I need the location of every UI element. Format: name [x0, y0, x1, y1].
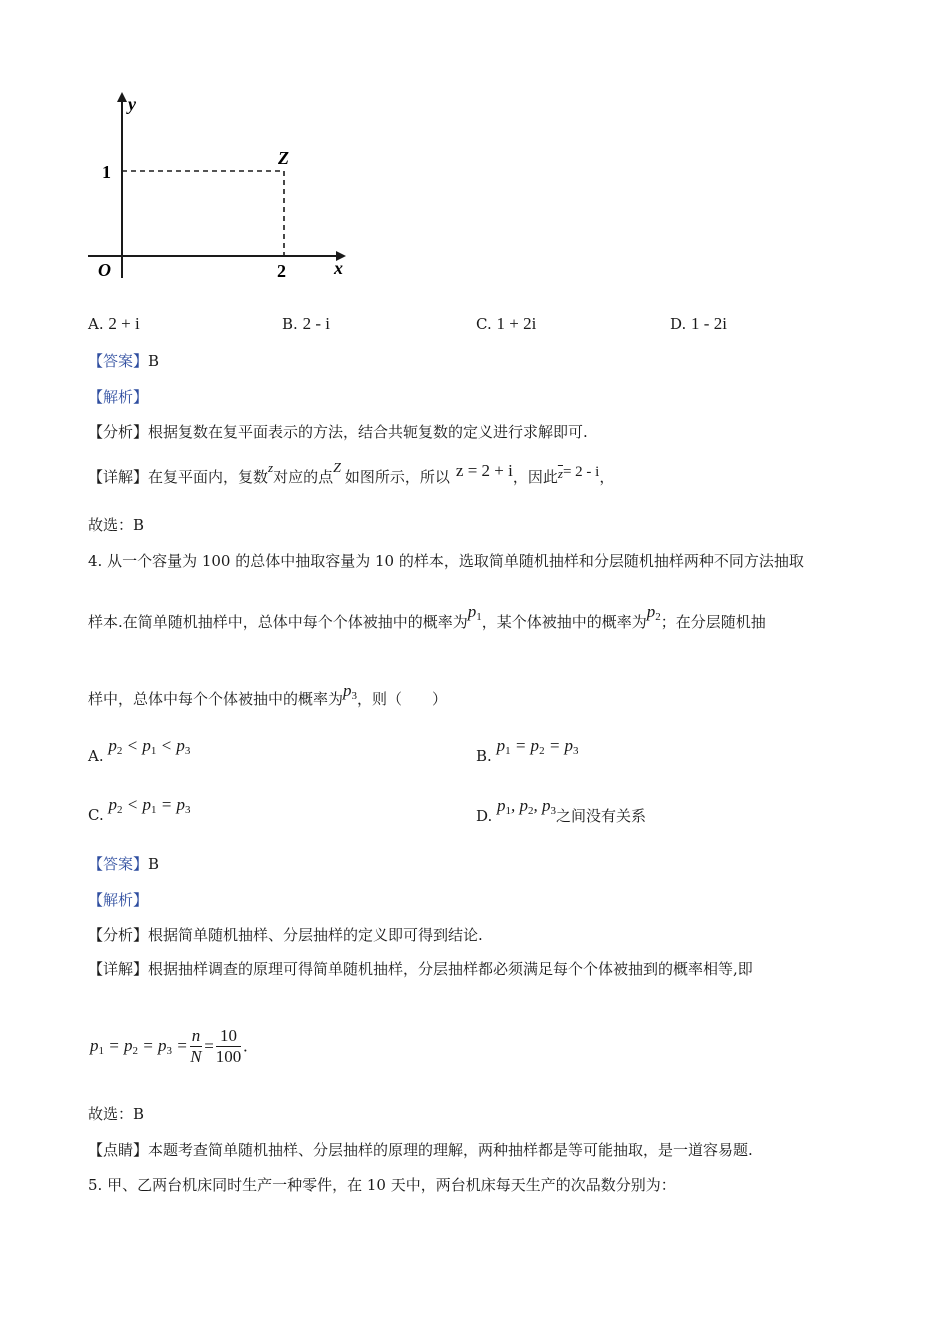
- option-value: 1 + 2i: [496, 314, 537, 333]
- p3-symbol: $p_3$: [343, 681, 358, 702]
- option-label: C.: [88, 806, 104, 824]
- option-formula: $p_2 < p_1 < p_3$: [108, 736, 191, 757]
- fenxi-text: 根据复数在复平面表示的方法，结合共轭复数的定义进行求解即可.: [148, 423, 588, 441]
- q3-detail: [88, 460, 615, 487]
- q3-answer: [88, 350, 159, 371]
- q4-option-d: [476, 795, 647, 825]
- q4-formula: [90, 1026, 248, 1067]
- var-Z: Z: [333, 461, 341, 476]
- var-z-bar: $\overline{z}$: [557, 466, 563, 481]
- detail-text: 在复平面内，复数: [148, 468, 269, 486]
- answer-tag: 【答案】: [88, 352, 149, 370]
- detail-tag: 【详解】: [88, 468, 149, 486]
- q5-line1: 5. 甲、乙两台机床同时生产一种零件，在 10 天中，两台机床每天生产的次品数分别为：: [88, 1176, 676, 1194]
- complex-plane-figure: [80, 86, 370, 286]
- numerator: n: [191, 1026, 201, 1045]
- period: .: [243, 1036, 248, 1056]
- detail-text: 根据抽样调查的原理可得简单随机抽样，分层抽样都必须满足每个个体被抽到的概率相等,即: [148, 960, 753, 978]
- option-value: 2 - i: [302, 314, 330, 333]
- option-label: D.: [476, 807, 493, 825]
- option-formula: $p_2 < p_1 = p_3$: [108, 795, 191, 816]
- option-formula: $p_1 = p_2 = p_3$: [496, 736, 579, 757]
- text: 样中，总体中每个个体被抽中的概率为: [88, 690, 344, 708]
- point-z-label: Z: [278, 148, 289, 168]
- detail-text: ，: [599, 468, 615, 486]
- q3-option-c: [476, 314, 536, 334]
- y-tick-label: 1: [102, 162, 111, 182]
- answer-tag: 【答案】: [88, 855, 149, 873]
- q4-fenxi: [88, 924, 483, 945]
- text: ；在分层随机抽: [660, 613, 766, 631]
- q4-analysis-tag: 【解析】: [88, 891, 149, 909]
- dianjing-text: 本题考查简单随机抽样、分层抽样的原理的理解，两种抽样都是等可能抽取，是一道容易题.: [148, 1141, 753, 1159]
- fraction-10-over-100: [216, 1026, 242, 1067]
- detail-text: 对应的点: [273, 468, 334, 486]
- equals-sign: =: [204, 1036, 214, 1056]
- q3-conclusion: 故选：B: [88, 516, 145, 534]
- option-tail: 之间没有关系: [556, 807, 647, 825]
- q4-conclusion: 故选：B: [88, 1105, 145, 1123]
- x-axis-label: x: [334, 258, 343, 278]
- q3-option-a: [88, 314, 140, 334]
- x-tick-label: 2: [277, 261, 286, 281]
- option-label: B.: [282, 315, 298, 333]
- denominator: 100: [215, 1047, 242, 1066]
- fenxi-tag: 【分析】: [88, 423, 149, 441]
- text: ，某个体被抽中的概率为: [481, 613, 647, 631]
- q4-option-b: [476, 736, 579, 765]
- q3-option-d: [670, 314, 727, 334]
- detail-text: 如图所示，所以: [344, 468, 450, 486]
- q4-option-a: [88, 736, 191, 765]
- y-axis-arrow: [117, 92, 127, 102]
- q4-line1: 4. 从一个容量为 100 的总体中抽取容量为 10 的样本，选取简单随机抽样和分层随机抽样两种不同方法抽取: [88, 552, 804, 570]
- option-value: 2 + i: [108, 314, 140, 333]
- q4-line3: [88, 681, 448, 710]
- option-label: A.: [88, 315, 104, 333]
- dianjing-tag: 【点睛】: [88, 1141, 149, 1159]
- answer-value: B: [148, 855, 160, 873]
- p2-symbol: $p_2$: [646, 602, 661, 623]
- fenxi-tag: 【分析】: [88, 926, 149, 944]
- fraction-n-over-N: [190, 1026, 203, 1067]
- q3-option-b: [282, 314, 330, 334]
- answer-value: B: [148, 352, 160, 370]
- detail-tag: 【详解】: [88, 960, 149, 978]
- q4-line2: [88, 602, 766, 633]
- var-z: z: [268, 460, 274, 475]
- q4-option-c: [88, 795, 191, 824]
- q4-answer: [88, 853, 159, 874]
- y-axis-label: y: [128, 94, 136, 114]
- fenxi-text: 根据简单随机抽样、分层抽样的定义即可得到结论.: [148, 926, 483, 944]
- option-value: 1 - 2i: [691, 314, 727, 333]
- option-label: C.: [476, 315, 492, 333]
- equation-z: z = 2 + i: [455, 461, 513, 480]
- p1-symbol: $p_1$: [467, 602, 482, 623]
- text: ，则（ ）: [357, 690, 448, 708]
- option-label: A.: [88, 747, 104, 765]
- origin-label: O: [98, 260, 111, 280]
- q4-dianjing: [88, 1139, 753, 1160]
- detail-text: ，因此: [512, 468, 558, 486]
- formula-ps: $p_1 = p_2 = p_3$ =: [90, 1036, 188, 1057]
- q4-detail: [88, 958, 753, 979]
- text: 样本.在简单随机抽样中，总体中每个个体被抽中的概率为: [88, 613, 468, 631]
- option-formula: $p_1$, $p_2$, $p_3$: [497, 796, 557, 817]
- equation-conj: = 2 - i: [562, 464, 600, 480]
- denominator: N: [190, 1047, 202, 1066]
- option-label: D.: [670, 315, 687, 333]
- q3-fenxi: [88, 421, 588, 442]
- option-label: B.: [476, 747, 492, 765]
- q3-analysis-tag: 【解析】: [88, 388, 149, 406]
- numerator: 10: [216, 1026, 242, 1047]
